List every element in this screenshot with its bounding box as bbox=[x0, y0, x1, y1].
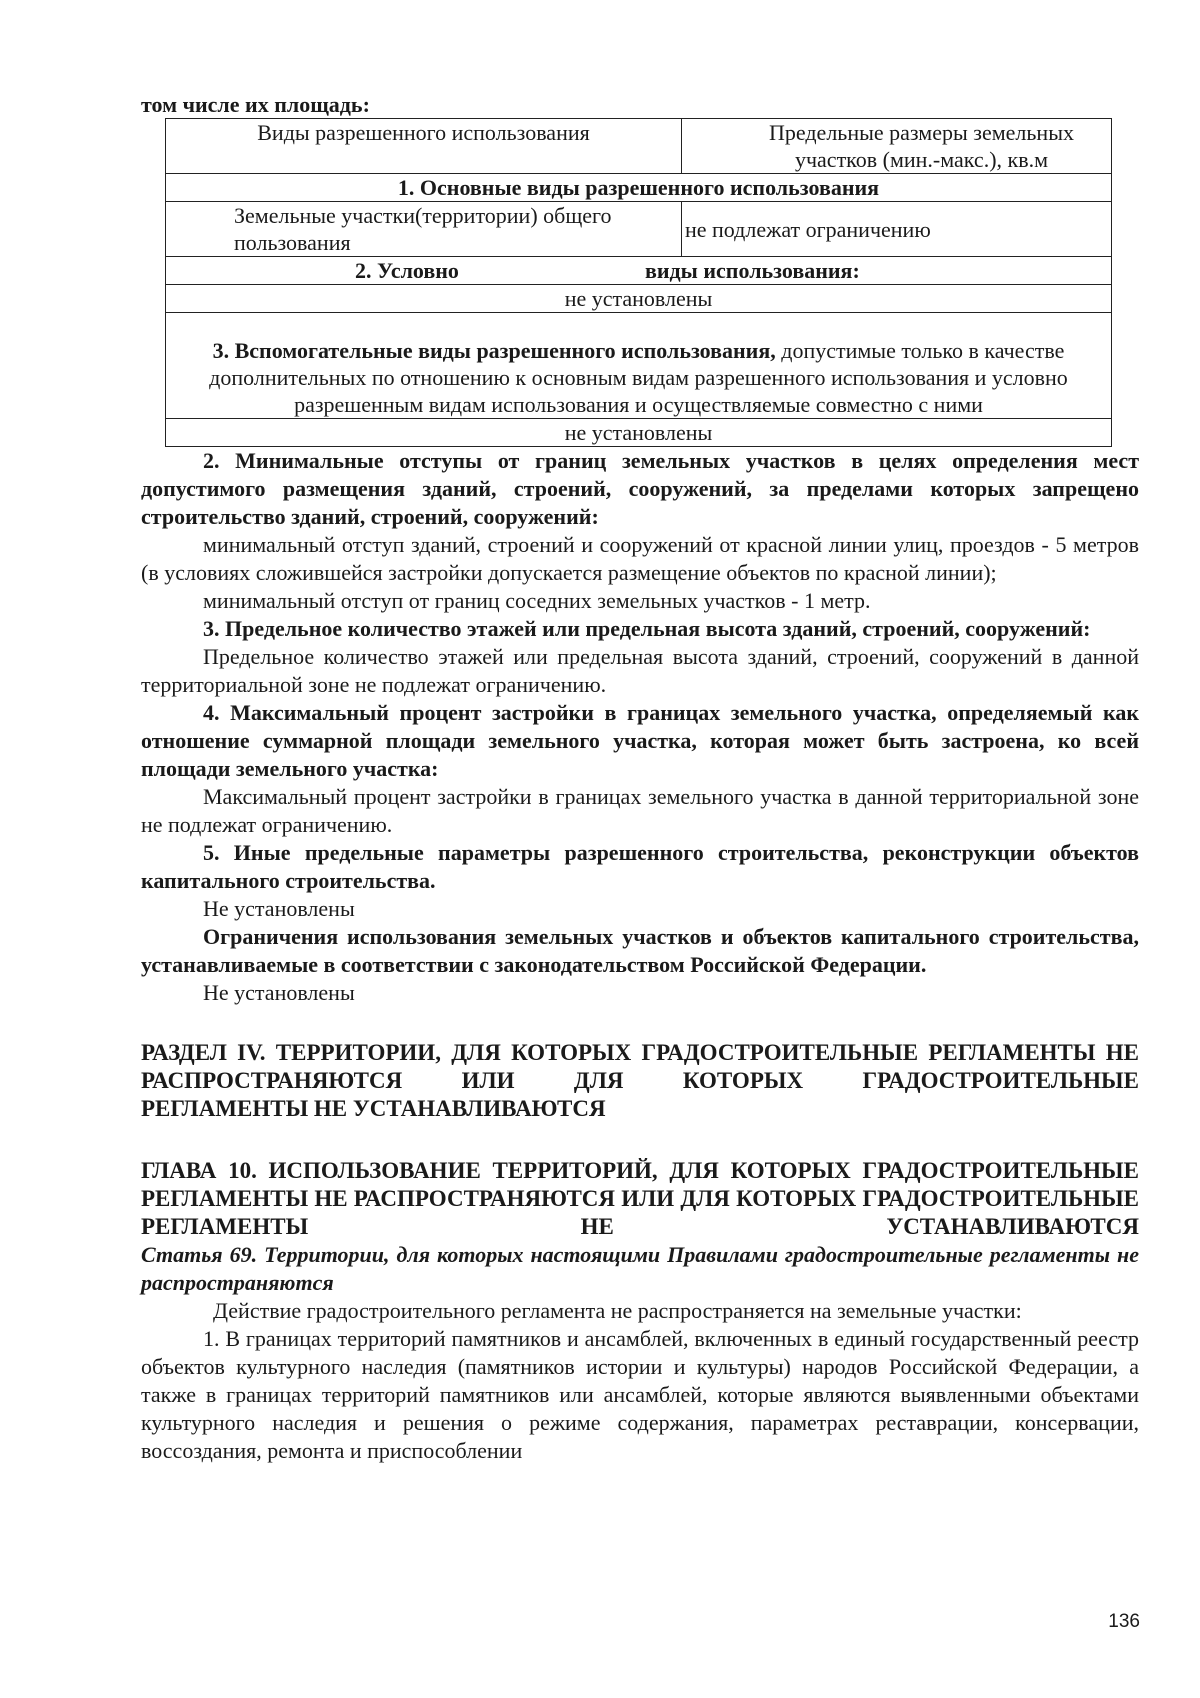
p2-text2: минимальный отступ от границ соседних земельных участков - 1 метр. bbox=[203, 588, 871, 613]
header-col2: Предельные размеры земельных участков (мин.-макс.), кв.м bbox=[682, 119, 1112, 174]
section-heading bbox=[141, 1039, 1139, 1095]
section-heading-line2: РЕГЛАМЕНТЫ НЕ УСТАНАВЛИВАЮТСЯ bbox=[141, 1096, 606, 1121]
p6-text: Не установлены bbox=[203, 980, 355, 1005]
p4-title: 4. Максимальный процент застройки в границах земельного участка, определяемый как отношение суммарной площади земельного участка, которая может быть застроена, ко всей площади земельного участка: bbox=[141, 700, 1139, 781]
section3-value: не установлены bbox=[166, 419, 1112, 447]
table-row bbox=[166, 202, 1112, 257]
p2-title: 2. Минимальные отступы от границ земельных участков в целях определения мест допустимого размещения зданий, строений, сооружений, за пределами которых запрещено строительство зданий, строений, сооружений: bbox=[141, 448, 1139, 529]
section3-cell bbox=[166, 313, 1112, 419]
p3-title: 3. Предельное количество этажей или предельная высота зданий, строений, сооружений: bbox=[203, 616, 1091, 641]
row1-col1 bbox=[166, 202, 682, 257]
row1-col1-text: Земельные участки(территории) общего пользования bbox=[234, 203, 612, 255]
intro-text: том числе их площадь: bbox=[141, 92, 370, 117]
document-page bbox=[141, 92, 1139, 1465]
section3-bold: 3. Вспомогательные виды разрешенного использования, bbox=[212, 338, 776, 363]
page-number: 136 bbox=[1108, 1611, 1140, 1632]
p3-text: Предельное количество этажей или предельная высота зданий, строений, сооружений в данной территориальной зоне не подлежат ограничению. bbox=[141, 644, 1139, 697]
section-heading-line1: РАЗДЕЛ IV. ТЕРРИТОРИИ, ДЛЯ КОТОРЫХ ГРАДОСТРОИТЕЛЬНЫЕ РЕГЛАМЕНТЫ НЕ РАСПРОСТРАНЯЮТСЯ ИЛИ ДЛЯ КОТОРЫХ ГРАДОСТРОИТЕЛЬНЫЕ bbox=[141, 1040, 1139, 1093]
table-header-row bbox=[166, 119, 1112, 174]
article-item1: 1. В границах территорий памятников и ансамблей, включенных в единый государственный реестр объектов культурного наследия (памятников истории и культуры) народов Российской Федерации, а также в границах территорий памятников или ансамблей, которые являются выявленными объектами культурного наследия и решения о режиме содержания, параметрах реставрации, консервации, воссоздания, ремонта и приспособлении bbox=[141, 1326, 1139, 1463]
p6-title: Ограничения использования земельных участков и объектов капитального строительства, устанавливаемые в соответствии с законодательством Российской Федерации. bbox=[141, 924, 1139, 977]
section3-rest: допустимые только в качестве дополнительных по отношению к основным видам разрешенного использования и условно разрешенным видам использования и осуществляемые совместно с ними bbox=[209, 338, 1068, 417]
header-col1: Виды разрешенного использования bbox=[166, 119, 682, 174]
chapter-heading: ГЛАВА 10. ИСПОЛЬЗОВАНИЕ ТЕРРИТОРИЙ, ДЛЯ КОТОРЫХ ГРАДОСТРОИТЕЛЬНЫЕ РЕГЛАМЕНТЫ НЕ РАСПРОСТРАНЯЮТСЯ ИЛИ ДЛЯ КОТОРЫХ ГРАДОСТРОИТЕЛЬНЫЕ РЕГЛАМЕНТЫ НЕ УСТАНАВЛИВАЮТСЯ bbox=[141, 1158, 1139, 1239]
p5-title: 5. Иные предельные параметры разрешенного строительства, реконструкции объектов капитального строительства. bbox=[141, 840, 1139, 893]
row1-col2: не подлежат ограничению bbox=[682, 202, 1112, 257]
section2-value: не установлены bbox=[166, 285, 1112, 313]
article-title: Статья 69. Территории, для которых настоящими Правилами градостроительные регламенты не распространяются bbox=[141, 1242, 1139, 1295]
permitted-uses-table bbox=[165, 118, 1112, 447]
article-lead: Действие градостроительного регламента не распространяется на земельные участки: bbox=[213, 1298, 1022, 1323]
p4-text: Максимальный процент застройки в границах земельного участка в данной территориальной зоне не подлежат ограничению. bbox=[141, 784, 1139, 837]
section2-right: виды использования: bbox=[645, 258, 860, 283]
p2-text1: минимальный отступ зданий, строений и сооружений от красной линии улиц, проездов - 5 метров (в условиях сложившейся застройки допускается размещение объектов по красной линии); bbox=[141, 532, 1139, 585]
section2-left: 2. Условно bbox=[355, 258, 459, 283]
p5-text: Не установлены bbox=[203, 896, 355, 921]
section2-title bbox=[166, 257, 1112, 285]
section1-title: 1. Основные виды разрешенного использования bbox=[166, 174, 1112, 202]
